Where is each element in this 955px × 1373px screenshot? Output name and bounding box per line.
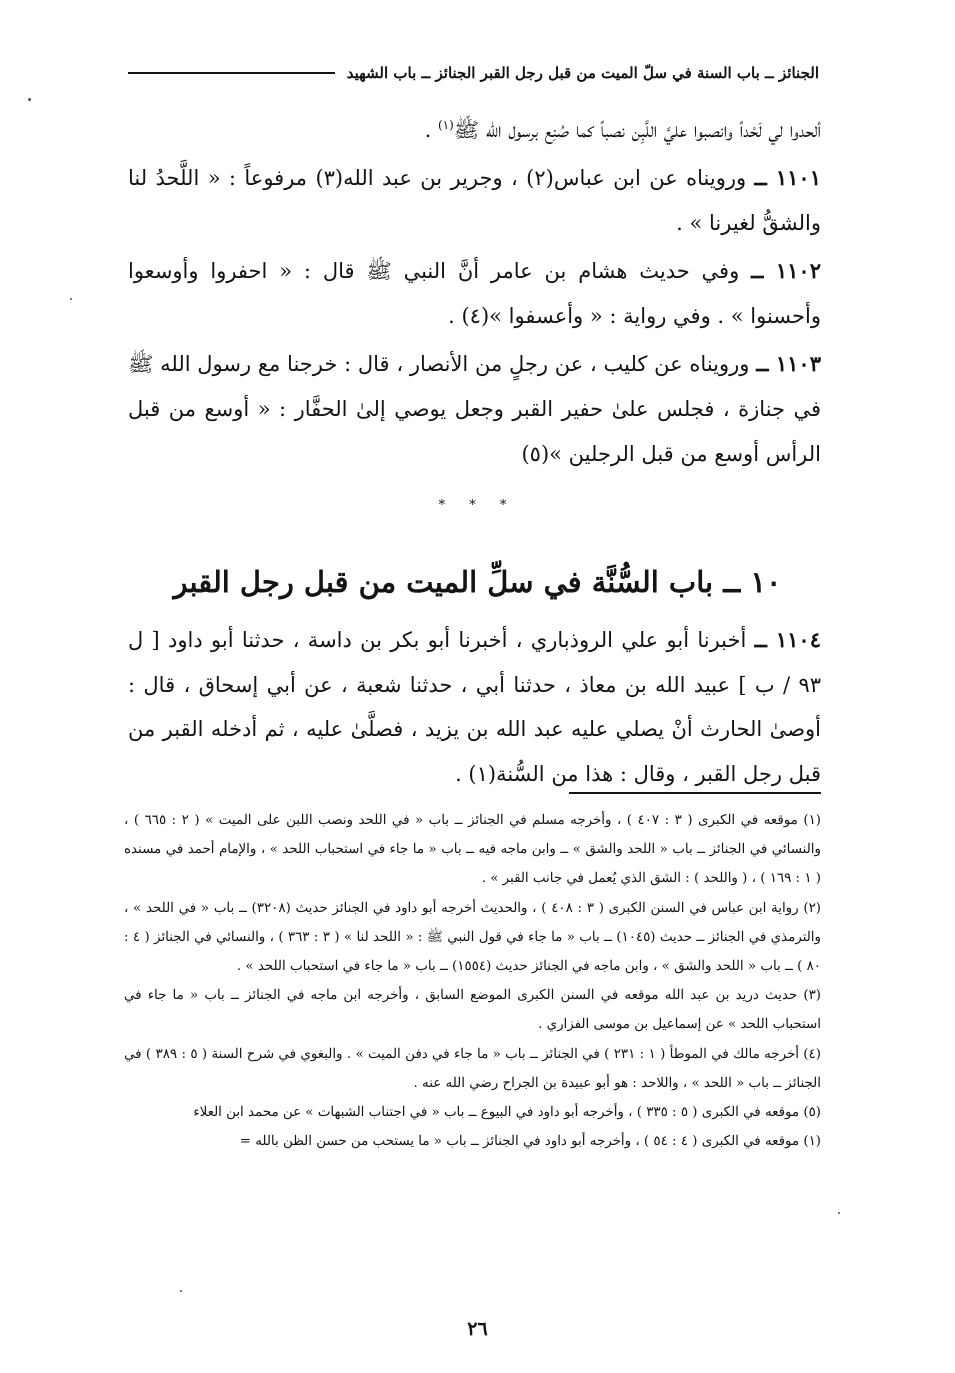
paragraph-text: ورويناه عن كليب ، عن رجلٍ من الأنصار ، قال : خرجنا مع رسول الله ﷺ في جنازة ، فجلس علىٰ حفير القبر وجعل يوصي إلىٰ الحفَّار : « أوسع من قبل الرأس أوسع من قبل الرجلين »(٥) <box>128 352 821 466</box>
main-text-continued <box>128 618 821 796</box>
scan-speck <box>70 298 72 300</box>
footnote: (٢) رواية ابن عباس في السنن الكبرى ( ٣ : ٤٠٨ ) ، والحديث أخرجه أبو داود في الجنائز حديث (٣٢٠٨) ــ باب « في اللحد » ، والترمذي في الجنائز ــ حديث (١٠٤٥) ــ باب « ما جاء في قول النبي ﷺ : « اللحد لنا » ( ٣ : ٣٦٣ ) ، والنسائي في الجنائز ( ٤ : ٨٠ ) ــ باب « اللحد والشق » ، وابن ماجه في الجنائز حديث (١٥٥٤) ــ باب « ما جاء في استحباب اللحد » . <box>124 900 821 975</box>
paragraph-1103 <box>128 341 821 477</box>
section-separator: * * * <box>438 498 517 513</box>
scan-speck <box>838 1212 840 1214</box>
chapter-title: ١٠ ــ باب السُّنَّة في سلِّ الميت من قبل رجل القبر <box>173 565 782 599</box>
hadith-number: ١١٠٣ ــ <box>756 351 821 376</box>
footnote: (٣) حديث دريد بن عبد الله موقعه في السنن الكبرى الموضع السابق ، وأخرجه ابن ماجه في الجنائز ــ باب « ما جاء في استحباب اللحد » عن إسماعيل بن موسى الفزاري . <box>124 988 821 1033</box>
footnote: (١) موقعه في الكبرى ( ٣ : ٤٠٧ ) ، وأخرجه مسلم في الجنائز ــ باب « في اللحد ونصب اللبن على الميت » ( ٢ : ٦٦٥ ) ، والنسائي في الجنائز ــ باب « اللحد والشق » ــ وابن ماجه فيه ــ باب « ما جاء في استحباب اللحد » ، والإمام أحمد في مسنده ( ١ : ١٦٩ ) ، ( واللحد ) : الشق الذي يُعمل في جانب القبر » . <box>124 813 821 887</box>
paragraph-text: وفي حديث هشام بن عامر أنَّ النبي ﷺ قال : « احفروا وأوسعوا وأحسنوا » . وفي رواية : « وأعسفوا »(٤) . <box>128 259 821 328</box>
footnote-rule <box>569 792 821 794</box>
hadith-number: ١١٠٤ ــ <box>754 627 821 652</box>
paragraph-continuation <box>128 108 821 153</box>
hadith-number: ١١٠٢ ــ <box>751 258 821 283</box>
footnotes <box>124 806 821 1156</box>
paragraph-text: أخبرنا أبو علي الروذباري ، أخبرنا أبو بكر بن داسة ، حدثنا أبو داود [ ل ٩٣ / ب ] عبيد الله بن معاذ ، حدثنا أبي ، حدثنا شعبة ، عن أبي إسحاق ، قال : أوصىٰ الحارث أنْ يصلي عليه عبد الله بن يزيد ، فصلَّىٰ عليه ، ثم أدخله القبر من قبل رجل القبر ، وقال : هذا من السُّنة(١) . <box>128 628 821 786</box>
footnote: (١) موقعه في الكبرى ( ٤ : ٥٤ ) ، وأخرجه أبو داود في الجنائز ــ باب « ما يستحب من حسن الظن بالله = <box>239 1134 821 1150</box>
running-header <box>128 62 819 84</box>
paragraph-text: ألحدوا لي لَحْداً وانصبوا عليَّ اللَّبِن نصباً كما صُنِع برسول الله ﷺ <box>453 118 821 142</box>
scan-speck <box>28 98 31 101</box>
paragraph-tail: . <box>424 118 438 142</box>
header-rule <box>128 72 335 74</box>
footnote: (٤) أخرجه مالك في الموطأ ( ١ : ٢٣١ ) في الجنائز ــ باب « ما جاء في دفن الميت » . والبغوي في شرح السنة ( ٥ : ٣٨٩ ) في الجنائز ــ باب « اللحد » ، واللاحد : هو أبو عبيدة بن الجراح رضي الله عنه . <box>124 1046 821 1091</box>
paragraph-text: ورويناه عن ابن عباس(٢) ، وجرير بن عبد الله(٣) مرفوعاً : « اللَّحدُ لنا والشقُّ لغيرنا » . <box>128 166 821 235</box>
hadith-number: ١١٠١ ــ <box>754 165 821 190</box>
main-text <box>128 108 821 477</box>
paragraph-1102 <box>128 248 821 339</box>
footnote-marker: (١) <box>437 118 454 132</box>
paragraph-1101 <box>128 155 821 246</box>
page-number: ٢٦ <box>467 1318 488 1340</box>
scan-speck <box>180 1290 182 1292</box>
footnote: (٥) موقعه في الكبرى ( ٥ : ٣٣٥ ) ، وأخرجه أبو داود في البيوع ــ باب « في اجتناب الشبهات » عن محمد ابن العلاء <box>193 1105 821 1121</box>
paragraph-1104 <box>128 618 821 796</box>
running-header-title: الجنائز ــ باب السنة في سلّ الميت من قبل رجل القبر الجنائز ــ باب الشهيد <box>346 64 819 82</box>
